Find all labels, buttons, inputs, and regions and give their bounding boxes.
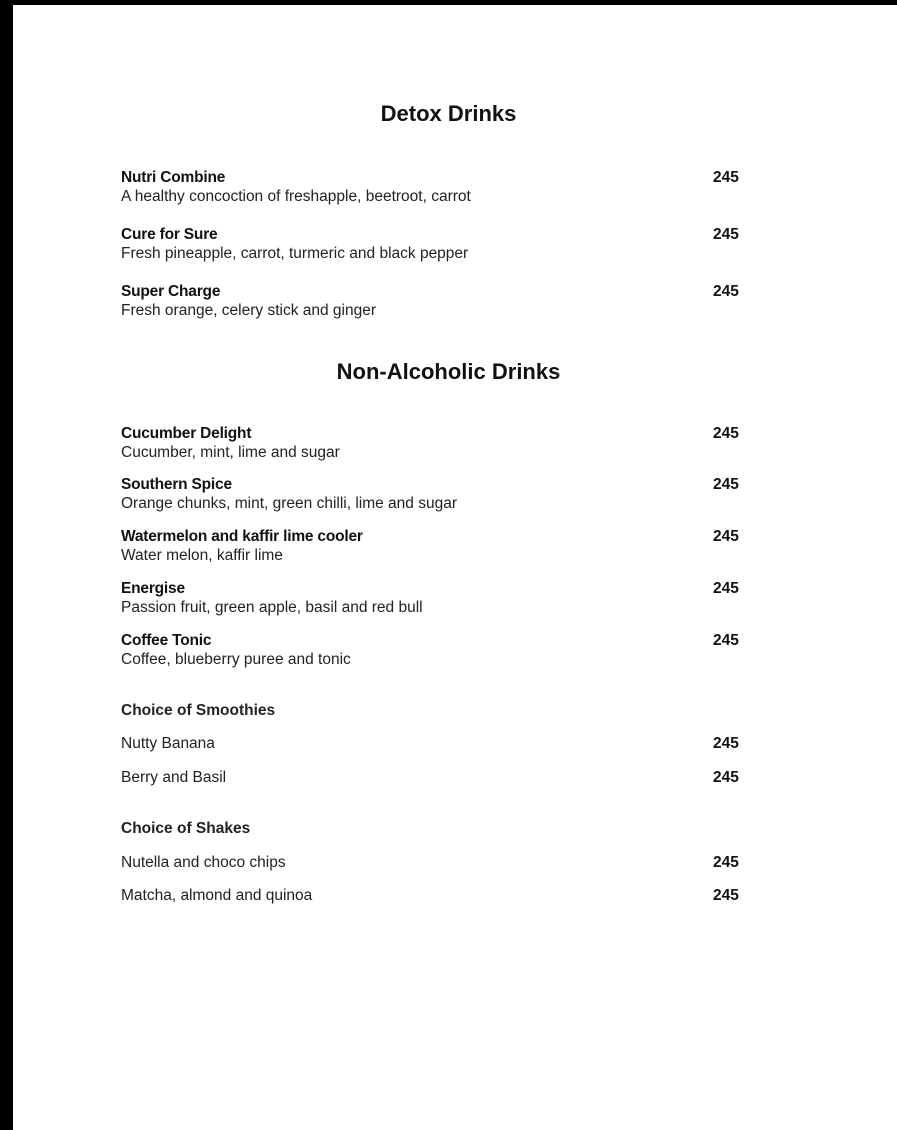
- menu-item: [121, 768, 751, 787]
- sub-heading-smoothies: Choice of Smoothies: [121, 702, 276, 719]
- item-description: Fresh pineapple, carrot, turmeric and black pepper: [121, 245, 469, 262]
- item-name: Nutella and choco chips: [121, 854, 286, 871]
- item-price: 245: [713, 528, 739, 545]
- item-price: 245: [713, 425, 739, 442]
- item-price: 245: [713, 476, 739, 493]
- item-price: 245: [713, 283, 739, 300]
- item-name: Southern Spice: [121, 476, 232, 493]
- item-name: Nutty Banana: [121, 735, 215, 752]
- item-description: Cucumber, mint, lime and sugar: [121, 444, 340, 461]
- item-name: Coffee Tonic: [121, 632, 212, 649]
- menu-item: [121, 886, 751, 905]
- section-title-detox-drinks: Detox Drinks: [380, 101, 517, 126]
- menu-item: [121, 282, 751, 320]
- item-price: 245: [713, 169, 739, 186]
- item-description: Coffee, blueberry puree and tonic: [121, 651, 351, 668]
- item-description: Orange chunks, mint, green chilli, lime and sugar: [121, 495, 457, 512]
- menu-item: [121, 225, 751, 263]
- item-name: Nutri Combine: [121, 169, 226, 186]
- sub-heading-shakes: Choice of Shakes: [121, 820, 251, 837]
- item-description: Fresh orange, celery stick and ginger: [121, 302, 377, 319]
- menu-item: [121, 475, 751, 513]
- item-name: Energise: [121, 580, 185, 597]
- item-description: A healthy concoction of freshapple, beetroot, carrot: [121, 188, 471, 205]
- item-price: 245: [713, 632, 739, 649]
- item-description: Passion fruit, green apple, basil and red bull: [121, 599, 423, 616]
- item-name: Watermelon and kaffir lime cooler: [121, 528, 363, 545]
- item-price: 245: [713, 769, 739, 786]
- item-price: 245: [713, 580, 739, 597]
- section-title-non-alcoholic-drinks: Non-Alcoholic Drinks: [336, 359, 561, 384]
- item-price: 245: [713, 735, 739, 752]
- item-price: 245: [713, 226, 739, 243]
- menu-page: [13, 5, 897, 1130]
- item-name: Matcha, almond and quinoa: [121, 887, 313, 904]
- item-price: 245: [713, 887, 739, 904]
- menu-item: [121, 579, 751, 617]
- menu-item: [121, 527, 751, 565]
- item-price: 245: [713, 854, 739, 871]
- item-name: Cure for Sure: [121, 226, 218, 243]
- menu-item: [121, 631, 751, 669]
- menu-item: [121, 424, 751, 462]
- item-name: Super Charge: [121, 283, 221, 300]
- item-description: Water melon, kaffir lime: [121, 547, 283, 564]
- menu-item: [121, 853, 751, 872]
- item-name: Cucumber Delight: [121, 425, 252, 442]
- menu-item: [121, 168, 751, 206]
- item-name: Berry and Basil: [121, 769, 227, 786]
- menu-item: [121, 734, 751, 753]
